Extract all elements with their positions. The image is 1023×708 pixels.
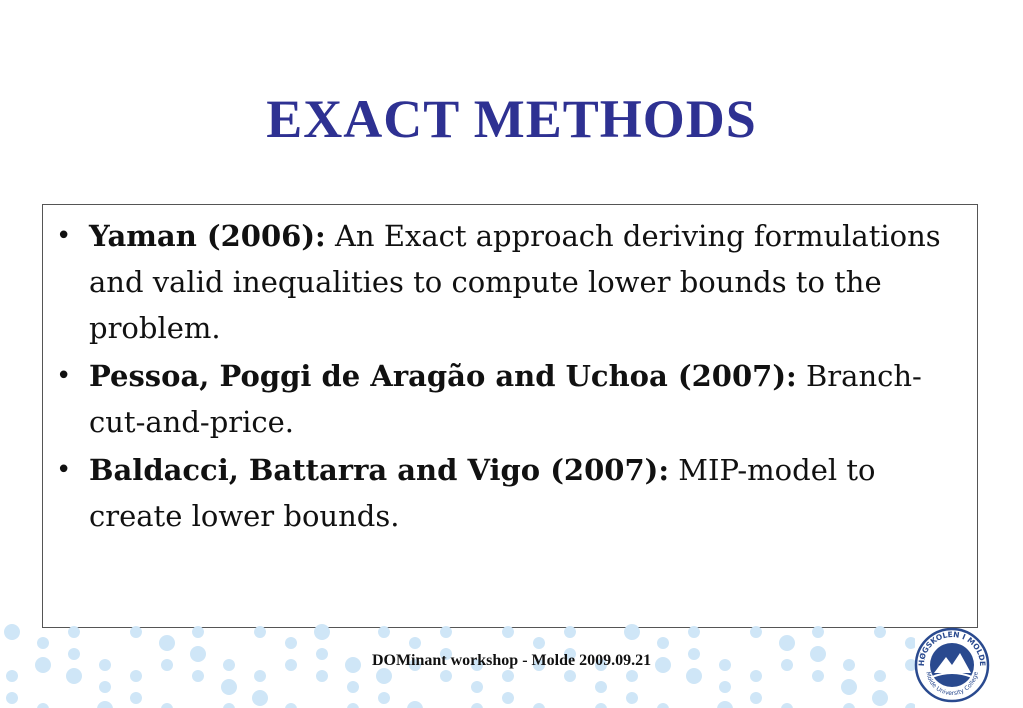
pattern-dot bbox=[750, 692, 762, 704]
pattern-dot bbox=[407, 701, 423, 708]
pattern-dot bbox=[347, 703, 359, 708]
pattern-dot bbox=[252, 690, 268, 706]
pattern-dot bbox=[223, 703, 235, 708]
pattern-dot bbox=[409, 637, 421, 649]
pattern-dot bbox=[314, 624, 330, 640]
seal-top-text: HØGSKOLEN I MOLDE bbox=[916, 629, 988, 667]
pattern-dot bbox=[595, 681, 607, 693]
pattern-dot bbox=[874, 626, 886, 638]
pattern-dot bbox=[285, 703, 297, 708]
pattern-dot bbox=[657, 703, 669, 708]
pattern-dot bbox=[347, 681, 359, 693]
bullet-item bbox=[56, 213, 957, 351]
pattern-dot bbox=[440, 670, 452, 682]
pattern-dot bbox=[130, 670, 142, 682]
pattern-dot bbox=[750, 626, 762, 638]
bullet-item bbox=[56, 353, 957, 445]
pattern-dot bbox=[254, 626, 266, 638]
pattern-dot bbox=[750, 670, 762, 682]
pattern-dot bbox=[564, 626, 576, 638]
bullet-text: MIP-model to create lower bounds. bbox=[89, 453, 876, 533]
pattern-dot bbox=[471, 681, 483, 693]
pattern-dot bbox=[192, 626, 204, 638]
pattern-dot bbox=[4, 624, 20, 640]
pattern-dot bbox=[686, 668, 702, 684]
pattern-dot bbox=[872, 690, 888, 706]
bullet-icon: • bbox=[56, 361, 72, 391]
pattern-dot bbox=[626, 692, 638, 704]
pattern-dot bbox=[779, 635, 795, 651]
bullet-text: Branch-cut-and-price. bbox=[89, 359, 922, 439]
pattern-dot bbox=[285, 637, 297, 649]
pattern-dot bbox=[376, 668, 392, 684]
bullet-icon: • bbox=[56, 455, 72, 485]
pattern-dot bbox=[874, 670, 886, 682]
slide-title: EXACT METHODS bbox=[266, 89, 757, 149]
college-seal-icon bbox=[914, 627, 990, 703]
pattern-dot bbox=[719, 681, 731, 693]
pattern-dot bbox=[221, 679, 237, 695]
bullet-icon: • bbox=[56, 221, 72, 251]
pattern-dot bbox=[97, 701, 113, 708]
bullet-author: Baldacci, Battarra and Vigo (2007): bbox=[89, 453, 670, 487]
content-box bbox=[42, 204, 978, 628]
seal-bottom-text: Molde University College bbox=[924, 671, 980, 698]
pattern-dot bbox=[161, 703, 173, 708]
pattern-dot bbox=[657, 637, 669, 649]
pattern-dot bbox=[905, 703, 915, 708]
pattern-dot bbox=[378, 692, 390, 704]
pattern-dot bbox=[626, 670, 638, 682]
pattern-dot bbox=[471, 703, 483, 708]
pattern-dot bbox=[812, 626, 824, 638]
pattern-dot bbox=[99, 681, 111, 693]
pattern-dot bbox=[130, 626, 142, 638]
pattern-dot bbox=[502, 692, 514, 704]
pattern-dot bbox=[378, 626, 390, 638]
pattern-dot bbox=[812, 670, 824, 682]
pattern-dot bbox=[502, 670, 514, 682]
pattern-dot bbox=[316, 670, 328, 682]
pattern-dot bbox=[843, 703, 855, 708]
bullet-text: An Exact approach deriving formulations and valid inequalities to compute lower bounds to the problem. bbox=[89, 219, 941, 345]
pattern-dot bbox=[502, 626, 514, 638]
pattern-dot bbox=[564, 670, 576, 682]
pattern-dot bbox=[533, 637, 545, 649]
pattern-dot bbox=[533, 703, 545, 708]
footer-text: DOMinant workshop - Molde 2009.09.21 bbox=[371, 652, 652, 669]
pattern-dot bbox=[688, 626, 700, 638]
pattern-dot bbox=[254, 670, 266, 682]
pattern-dot bbox=[841, 679, 857, 695]
bullet-list bbox=[43, 205, 977, 539]
pattern-dot bbox=[192, 670, 204, 682]
pattern-dot bbox=[781, 703, 793, 708]
bullet-item bbox=[56, 447, 957, 539]
bullet-author: Yaman (2006): bbox=[89, 219, 326, 253]
pattern-dot bbox=[624, 624, 640, 640]
pattern-dot bbox=[595, 703, 607, 708]
pattern-dot bbox=[37, 637, 49, 649]
pattern-dot bbox=[68, 626, 80, 638]
pattern-dot bbox=[6, 670, 18, 682]
pattern-dot bbox=[159, 635, 175, 651]
pattern-dot bbox=[440, 626, 452, 638]
pattern-dot bbox=[717, 701, 733, 708]
bullet-author: Pessoa, Poggi de Aragão and Uchoa (2007): bbox=[89, 359, 797, 393]
pattern-dot bbox=[130, 692, 142, 704]
pattern-dot bbox=[37, 703, 49, 708]
pattern-dot bbox=[6, 692, 18, 704]
pattern-dot bbox=[66, 668, 82, 684]
